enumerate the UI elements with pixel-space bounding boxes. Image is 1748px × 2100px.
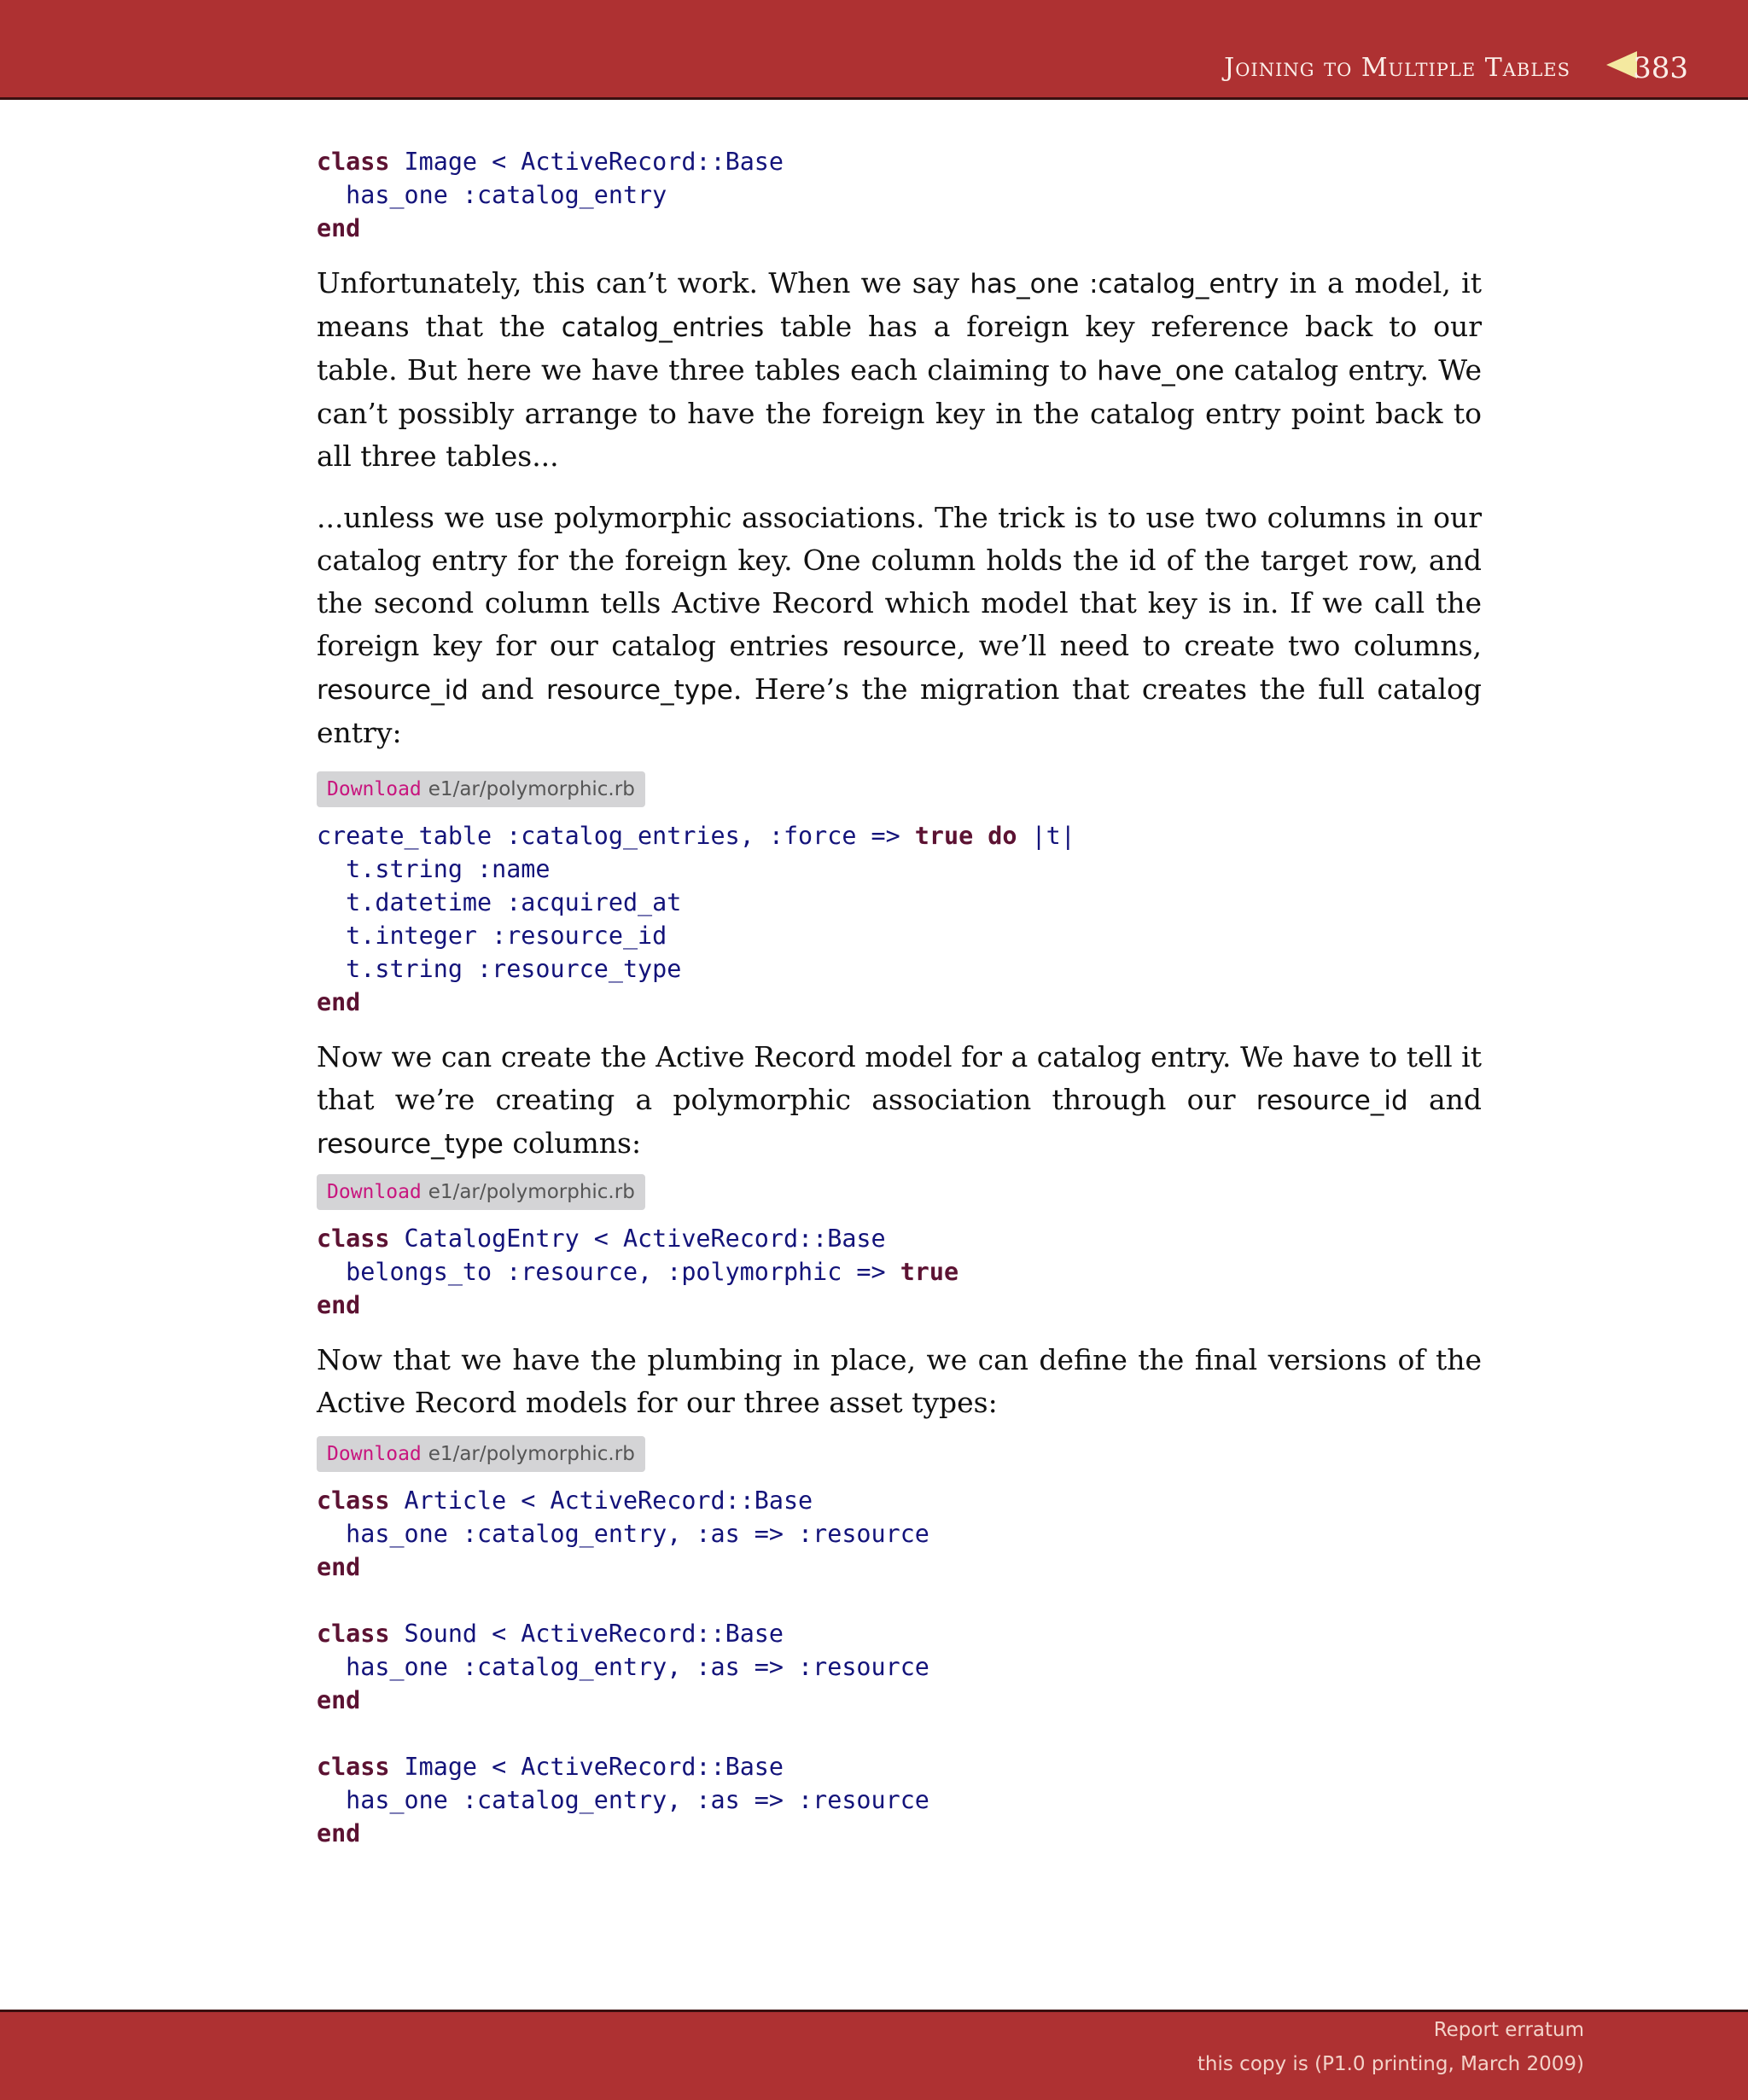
- code-listing-migration: [317, 819, 1482, 1019]
- code-line: has_one :catalog_entry, :as => :resource: [317, 1786, 929, 1814]
- code-line: class Article < ActiveRecord::Base: [317, 1486, 813, 1515]
- paragraph-text: columns:: [503, 1126, 642, 1160]
- code-line: end: [317, 1553, 361, 1581]
- paragraph-catalog-entry-model: [317, 1036, 1482, 1166]
- chapter-title: Joining to Multiple Tables: [1224, 53, 1570, 83]
- paragraph-polymorphic-intro: [317, 497, 1482, 754]
- page-content: [317, 145, 1482, 1850]
- code-line: [317, 1584, 1482, 1617]
- paragraph-text: . Here’s the migration that creates the full catalog entry:: [317, 672, 1482, 749]
- page-number: 383: [1633, 51, 1688, 85]
- code-line: t.string :name: [317, 855, 551, 883]
- inline-code: has_one :catalog_entry: [970, 269, 1279, 300]
- download-tag-catalog-entry[interactable]: [317, 1174, 1482, 1210]
- paragraph-text: Now we can create the Active Record model for a catalog entry. We have to tell it that we’re creating a polymorphic association through our: [317, 1040, 1482, 1116]
- paragraph-text: , we’ll need to create two columns,: [956, 629, 1482, 662]
- code-line: create_table :catalog_entries, :force => true do |t|: [317, 822, 1075, 850]
- code-line: class Sound < ActiveRecord::Base: [317, 1620, 784, 1648]
- inline-code: resource_type: [317, 1129, 504, 1160]
- paragraph-text: in a model, it means that the: [317, 266, 1482, 343]
- download-tag-asset-models[interactable]: [317, 1436, 1482, 1472]
- paragraph-text: table has a foreign key reference back to our table. But here we have three tables each claiming to: [317, 310, 1482, 387]
- code-listing-catalog-entry: [317, 1222, 1482, 1322]
- code-line: end: [317, 1819, 361, 1847]
- inline-code: resource_id: [1256, 1085, 1408, 1116]
- paragraph-text: Unfortunately, this can’t work. When we say: [317, 266, 970, 300]
- code-line: class CatalogEntry < ActiveRecord::Base: [317, 1225, 886, 1253]
- code-line: end: [317, 1291, 361, 1319]
- inline-code: resource_id: [317, 675, 469, 706]
- download-path: e1/ar/polymorphic.rb: [428, 1181, 635, 1203]
- inline-code: resource: [842, 631, 957, 662]
- paragraph-text: and: [468, 672, 547, 706]
- code-line: [317, 1717, 1482, 1750]
- download-tag-migration[interactable]: [317, 771, 1482, 807]
- paragraph-text: catalog entry. We can’t possibly arrange to have the foreign key in the catalog entry point back to all three tables...: [317, 353, 1482, 473]
- report-erratum-link[interactable]: Report erratum: [1433, 2019, 1584, 2041]
- download-path: e1/ar/polymorphic.rb: [428, 778, 635, 800]
- code-line: end: [317, 988, 361, 1016]
- code-line: end: [317, 1686, 361, 1714]
- download-link[interactable]: Download: [327, 1181, 422, 1203]
- code-line: class Image < ActiveRecord::Base: [317, 1753, 784, 1781]
- code-line: has_one :catalog_entry: [317, 181, 667, 209]
- download-path: e1/ar/polymorphic.rb: [428, 1443, 635, 1465]
- code-listing-asset-models: [317, 1484, 1482, 1850]
- download-link[interactable]: Download: [327, 1443, 422, 1465]
- download-link[interactable]: Download: [327, 778, 422, 800]
- paragraph-text: Now that we have the plumbing in place, we can define the final versions of the Active Record models for our three asset types:: [317, 1343, 1482, 1419]
- copy-notice: this copy is (P1.0 printing, March 2009): [1197, 2053, 1584, 2075]
- code-line: belongs_to :resource, :polymorphic => true: [317, 1258, 959, 1286]
- code-listing-image-class: [317, 145, 1482, 245]
- paragraph-text: and: [1407, 1083, 1482, 1116]
- paragraph-has-one-problem: [317, 262, 1482, 478]
- code-line: class Image < ActiveRecord::Base: [317, 148, 784, 176]
- code-line: has_one :catalog_entry, :as => :resource: [317, 1653, 929, 1681]
- inline-code: have_one: [1097, 356, 1225, 387]
- code-line: end: [317, 214, 361, 242]
- code-line: t.integer :resource_id: [317, 922, 667, 950]
- code-line: has_one :catalog_entry, :as => :resource: [317, 1520, 929, 1548]
- page-header: [0, 0, 1748, 100]
- code-line: t.datetime :acquired_at: [317, 888, 682, 916]
- inline-code: resource_type: [546, 675, 733, 706]
- code-line: t.string :resource_type: [317, 955, 682, 983]
- paragraph-plumbing: [317, 1339, 1482, 1424]
- inline-code: catalog_entries: [561, 312, 765, 343]
- paragraph-text: ...unless we use polymorphic associations. The trick is to use two columns in our catalog entry for the foreign key. One column holds the id of the target row, and the second column tells Active Record which model that key is in. If we call the foreign key for our catalog entries: [317, 501, 1482, 662]
